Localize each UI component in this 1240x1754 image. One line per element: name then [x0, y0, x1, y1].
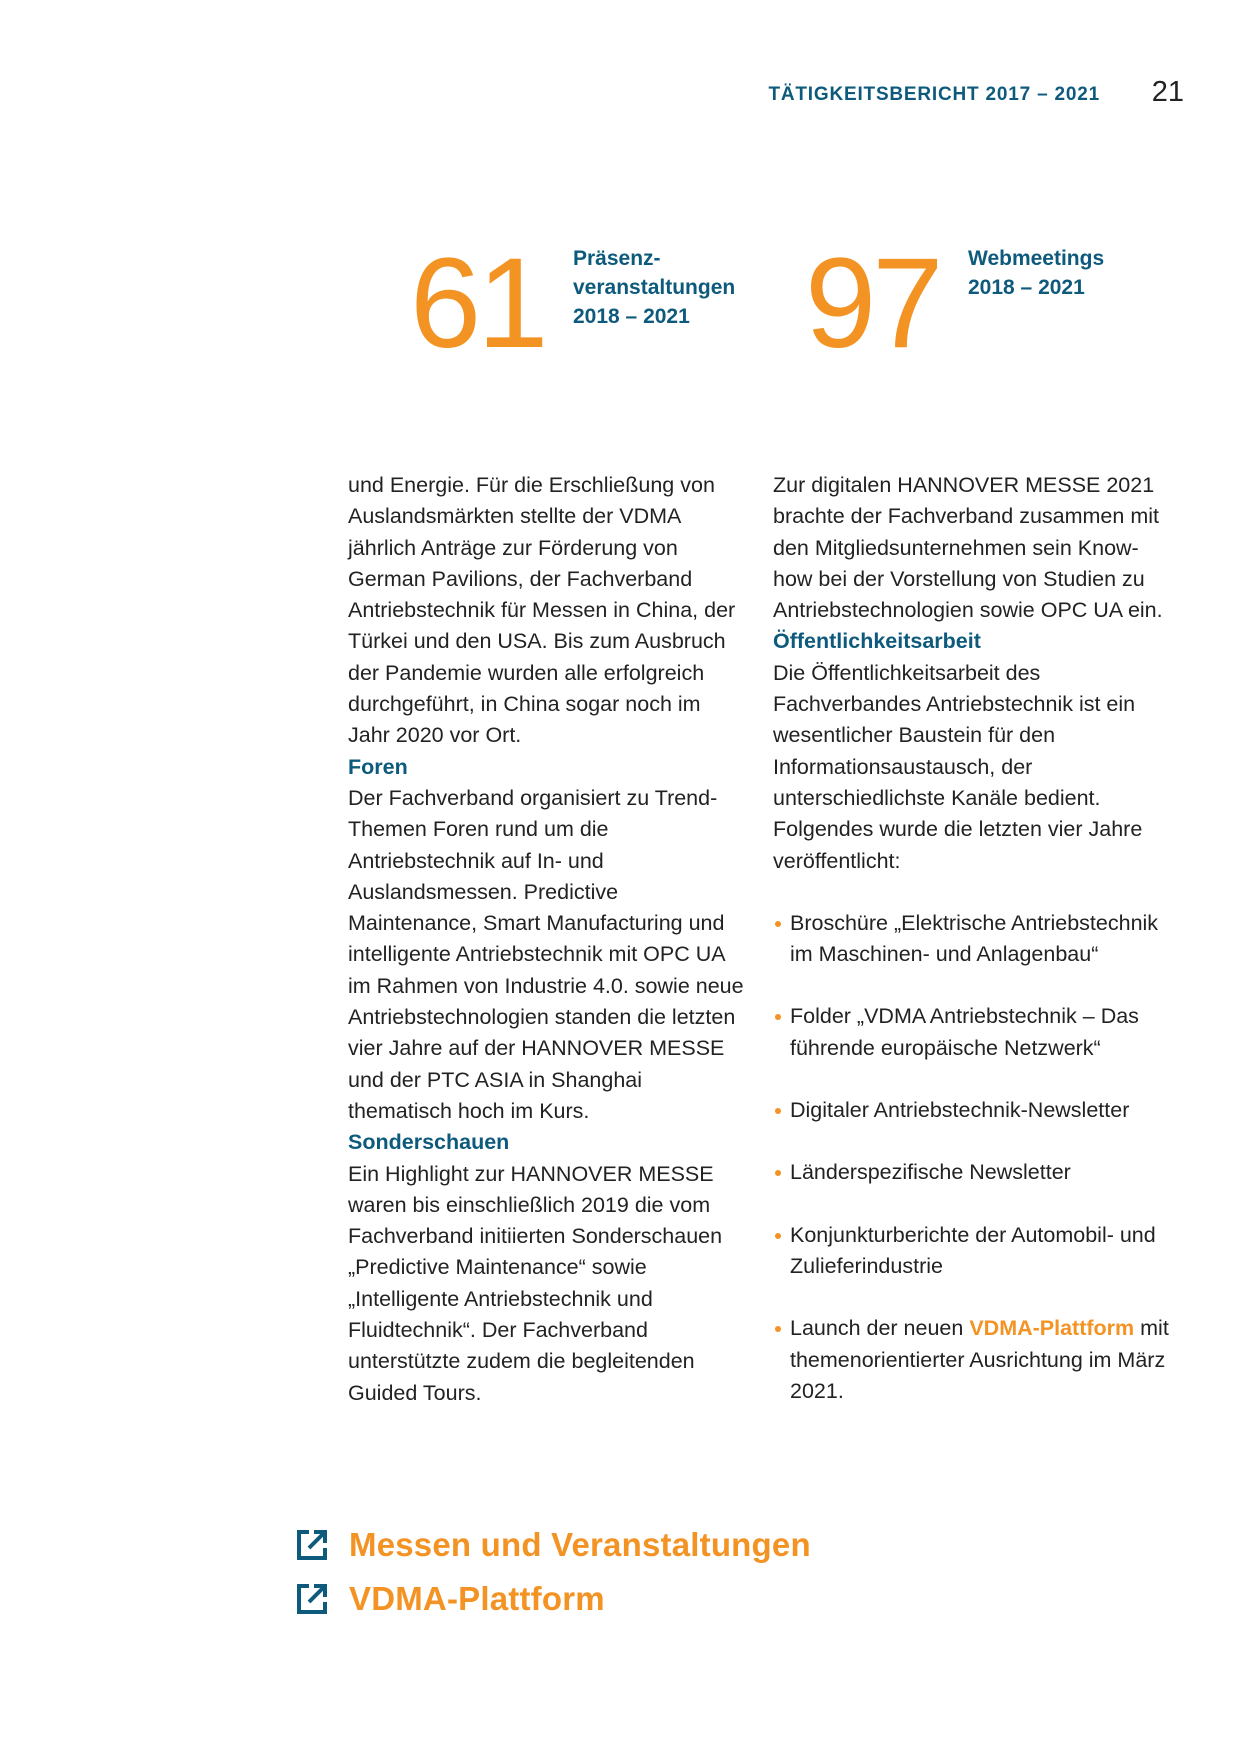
list-item: Broschüre „Elektrische Antriebstechnik im Maschinen- und Anlagenbau“ — [773, 908, 1173, 971]
list-item: Länderspezifische Newsletter — [773, 1157, 1173, 1188]
link-label: VDMA-Plattform — [349, 1580, 605, 1617]
right-column — [773, 470, 1173, 1438]
list-item-text: Launch der neuen — [790, 1316, 970, 1341]
section-heading-foren: Foren — [348, 754, 408, 779]
link-vdma-plattform[interactable] — [295, 1580, 605, 1618]
sonderschauen-paragraph: Ein Highlight zur HANNOVER MESSE waren bis einschließlich 2019 die vom Fachverband initiierten Sonderschauen „Predictive Maintenance“ sowie „Intelligente Antriebstechnik und Fluidtechnik“. Der Fachverband unterstützte zudem die begleitenden Guided Tours. — [348, 1161, 723, 1405]
stat-label-line: veranstaltungen — [573, 276, 736, 299]
stat-label-line: 2018 – 2021 — [968, 276, 1085, 299]
vdma-plattform-link[interactable]: VDMA-Plattform — [969, 1316, 1135, 1341]
section-heading-oeffentlichkeitsarbeit: Öffentlichkeitsarbeit — [773, 629, 981, 654]
list-item-text: mit themenorientierter Ausrichtung im März 2021. — [790, 1316, 1169, 1403]
page-number: 21 — [1151, 76, 1184, 108]
stat-number-webmeetings: 97 — [805, 232, 940, 375]
stat-label-events — [573, 244, 735, 331]
list-item: Digitaler Antriebstechnik-Newsletter — [773, 1095, 1173, 1126]
list-item: Konjunkturberichte der Automobil- und Zulieferindustrie — [773, 1220, 1173, 1283]
link-messen-und-veranstaltungen[interactable] — [295, 1526, 811, 1564]
stat-label-line: Präsenz- — [573, 247, 661, 270]
left-column — [348, 470, 748, 1409]
foren-paragraph: Der Fachverband organisiert zu Trend-Themen Foren rund um die Antriebstechnik auf In- und Auslandsmessen. Predictive Maintenance, Smart Manufacturing und intelligente Antriebstechnik mit OPC UA im Rahmen von Industrie 4.0. sowie neue Antriebstechnologien standen die letzten vier Jahre auf der HANNOVER MESSE und der PTC ASIA in Shanghai thematisch hoch im Kurs. — [348, 785, 744, 1123]
external-link-icon — [295, 1528, 329, 1562]
report-title: TÄTIGKEITSBERICHT 2017 – 2021 — [768, 84, 1100, 105]
list-item: Folder „VDMA Antriebstechnik – Das führende europäische Netzwerk“ — [773, 1001, 1173, 1064]
intro-paragraph: und Energie. Für die Erschließung von Auslandsmärkten stellte der VDMA jährlich Anträge zur Förderung von German Pavilions, der Fachverband Antriebstechnik für Messen in China, der Türkei und den USA. Bis zum Ausbruch der Pandemie wurden alle erfolgreich durchgeführt, in China sogar noch im Jahr 2020 vor Ort. — [348, 473, 736, 748]
link-label: Messen und Veranstaltungen — [349, 1526, 811, 1563]
publication-list — [773, 908, 1173, 1407]
hannover-paragraph: Zur digitalen HANNOVER MESSE 2021 brachte der Fachverband zusammen mit den Mitgliedsunternehmen sein Know-how bei der Vorstellung von Studien zu Antriebstechnologien sowie OPC UA ein. — [773, 473, 1163, 623]
section-heading-sonderschauen: Sonderschauen — [348, 1130, 510, 1155]
oeffentlichkeitsarbeit-paragraph: Die Öffentlichkeitsarbeit des Fachverbandes Antriebstechnik ist ein wesentlicher Baustein für den Informationsaustausch, der unterschiedlichste Kanäle bedient. Folgendes wurde die letzten vier Jahre veröffentlicht: — [773, 660, 1143, 873]
stat-label-webmeetings — [968, 244, 1104, 302]
stat-label-line: Webmeetings — [968, 247, 1105, 270]
stat-label-line: 2018 – 2021 — [573, 305, 690, 328]
external-link-icon — [295, 1582, 329, 1616]
list-item — [773, 1313, 1173, 1407]
stat-number-events: 61 — [410, 232, 545, 375]
